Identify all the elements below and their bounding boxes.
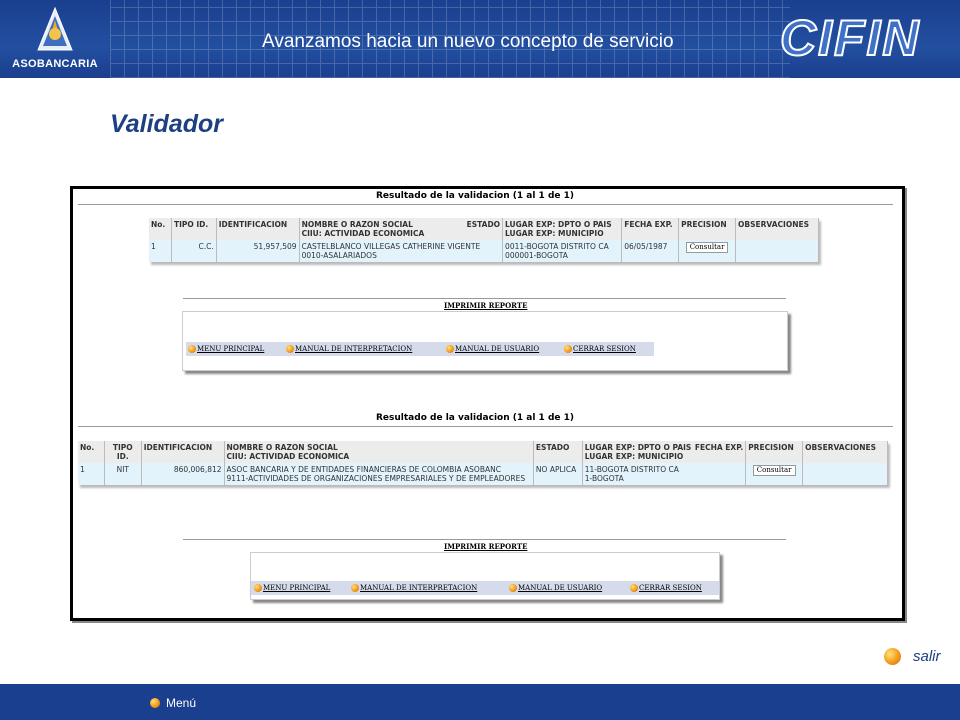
col-observaciones: OBSERVACIONES — [736, 218, 819, 240]
validator-results-frame — [70, 186, 905, 621]
table-row — [149, 240, 819, 262]
bullet-icon — [630, 584, 638, 592]
consultar-button[interactable]: Consultar — [686, 242, 729, 253]
col-nombre-label: NOMBRE O RAZON SOCIAL — [226, 443, 338, 452]
header-tagline: Avanzamos hacia un nuevo concepto de servicio — [262, 31, 674, 52]
consultar-button[interactable]: Consultar — [753, 465, 796, 476]
col-dpto-label: LUGAR EXP: DPTO O PAIS — [584, 443, 692, 452]
col-lugar-exp — [582, 441, 745, 463]
col-no: No. — [78, 441, 104, 463]
bullet-icon — [509, 584, 517, 592]
asobancaria-emblem-icon — [36, 6, 74, 56]
result1-title: Resultado de la validacion (1 al 1 de 1) — [376, 191, 575, 201]
cell-tipo: NIT — [104, 463, 141, 485]
cell-nombre — [299, 240, 502, 262]
cell-id: 860,006,812 — [141, 463, 224, 485]
col-nombre — [299, 218, 502, 240]
bullet-icon — [254, 584, 262, 592]
bullet-icon — [351, 584, 359, 592]
table-header-row — [149, 218, 819, 240]
panel2-menu — [250, 552, 720, 600]
cell-precision — [746, 463, 803, 485]
col-identificacion: IDENTIFICACION — [216, 218, 299, 240]
cell-nombre — [224, 463, 533, 485]
cerrar-sesion-link[interactable] — [564, 345, 636, 353]
result1-divider — [78, 204, 893, 205]
col-estado: ESTADO — [533, 441, 582, 463]
cell-dpto-text: 0011-BOGOTA DISTRITO CA — [505, 242, 609, 251]
col-municipio-label: LUGAR EXP: MUNICIPIO — [505, 229, 604, 238]
asobancaria-logo[interactable] — [0, 0, 110, 78]
col-fecha-label: FECHA EXP. — [694, 443, 744, 452]
menu-principal-link[interactable] — [254, 584, 351, 592]
panel1-top-line — [183, 298, 786, 299]
table-row — [78, 463, 888, 485]
result1-table — [149, 218, 819, 262]
cell-ciiu-text: 0010-ASALARIADOS — [301, 251, 377, 260]
col-tipo-id: TIPO ID. — [104, 441, 141, 463]
bullet-icon — [446, 345, 454, 353]
cerrar-sesion-label: CERRAR SESION — [639, 584, 702, 592]
cell-no: 1 — [78, 463, 104, 485]
col-ciiu-label: CIIU: ACTIVIDAD ECONOMICA — [226, 452, 350, 461]
col-observaciones: OBSERVACIONES — [803, 441, 888, 463]
salir-bullet-icon — [884, 648, 901, 665]
cell-no: 1 — [149, 240, 171, 262]
cifin-logo[interactable]: CIFIN — [780, 10, 921, 66]
cell-observaciones — [736, 240, 819, 262]
result2-divider — [78, 426, 893, 427]
col-nombre — [224, 441, 533, 463]
col-precision: PRECISION — [746, 441, 803, 463]
col-estado-label: ESTADO — [466, 220, 501, 229]
header-banner — [0, 0, 960, 78]
col-tipo-id: TIPO ID. — [171, 218, 216, 240]
panel1-menu — [182, 311, 788, 371]
salir-label: salir — [913, 648, 941, 665]
col-lugar-exp — [503, 218, 622, 240]
panel1-menubar — [186, 342, 654, 356]
panel2-top-line — [183, 539, 786, 540]
col-precision: PRECISION — [679, 218, 736, 240]
bullet-icon — [564, 345, 572, 353]
salir-link[interactable] — [884, 648, 941, 665]
table-header-row — [78, 441, 888, 463]
col-ciiu-label: CIIU: ACTIVIDAD ECONOMICA — [301, 229, 425, 238]
footer-menu-label: Menú — [166, 696, 197, 710]
cell-precision — [679, 240, 736, 262]
panel2-menubar — [251, 581, 719, 595]
menu-principal-label: MENU PRINCIPAL — [263, 584, 331, 592]
col-nombre-label: NOMBRE O RAZON SOCIAL — [301, 220, 413, 229]
manual-interpretacion-label: MANUAL DE INTERPRETACION — [360, 584, 478, 592]
cerrar-sesion-link[interactable] — [630, 584, 702, 592]
cell-nombre-text: CASTELBLANCO VILLEGAS CATHERINE VIGENTE — [301, 242, 481, 251]
manual-usuario-label: MANUAL DE USUARIO — [518, 584, 603, 592]
result2-table — [78, 441, 888, 485]
manual-usuario-label: MANUAL DE USUARIO — [455, 345, 540, 353]
asobancaria-name: ASOBANCARIA — [12, 58, 98, 70]
menu-principal-link[interactable] — [188, 345, 286, 353]
cell-id: 51,957,509 — [216, 240, 299, 262]
cell-estado: NO APLICA — [533, 463, 582, 485]
cell-ciiu-text: 9111-ACTIVIDADES DE ORGANIZACIONES EMPRESARIALES Y DE EMPLEADORES — [226, 474, 526, 483]
col-fecha: FECHA EXP. — [622, 218, 679, 240]
menu-principal-label: MENU PRINCIPAL — [197, 345, 265, 353]
cell-observaciones — [803, 463, 888, 485]
col-municipio-label: LUGAR EXP: MUNICIPIO — [584, 452, 684, 461]
col-no: No. — [149, 218, 171, 240]
cell-lugar — [503, 240, 622, 262]
cell-lugar — [582, 463, 745, 485]
cell-dpto-text: 11-BOGOTA DISTRITO CA — [584, 465, 679, 474]
footer-bar — [0, 684, 960, 720]
cell-municipio-text: 000001-BOGOTA — [505, 251, 568, 260]
manual-interpretacion-link[interactable] — [286, 345, 446, 353]
menu-bullet-icon — [150, 698, 160, 708]
cell-fecha: 06/05/1987 — [622, 240, 679, 262]
bullet-icon — [188, 345, 196, 353]
imprimir-reporte-link[interactable]: IMPRIMIR REPORTE — [444, 542, 528, 551]
cell-tipo: C.C. — [171, 240, 216, 262]
imprimir-reporte-link[interactable]: IMPRIMIR REPORTE — [444, 301, 528, 310]
cell-nombre-text: ASOC BANCARIA Y DE ENTIDADES FINANCIERAS DE COLOMBIA ASOBANC — [226, 465, 501, 474]
col-identificacion: IDENTIFICACION — [141, 441, 224, 463]
cerrar-sesion-label: CERRAR SESION — [573, 345, 636, 353]
footer-menu-link[interactable] — [150, 696, 196, 710]
manual-interpretacion-link[interactable] — [351, 584, 509, 592]
manual-interpretacion-label: MANUAL DE INTERPRETACION — [295, 345, 413, 353]
bullet-icon — [286, 345, 294, 353]
manual-usuario-link[interactable] — [509, 584, 630, 592]
cell-municipio-text: 1-BOGOTA — [584, 474, 624, 483]
page-title: Validador — [110, 110, 223, 138]
col-dpto-label: LUGAR EXP: DPTO O PAIS — [505, 220, 612, 229]
manual-usuario-link[interactable] — [446, 345, 564, 353]
result2-title: Resultado de la validacion (1 al 1 de 1) — [376, 413, 575, 423]
